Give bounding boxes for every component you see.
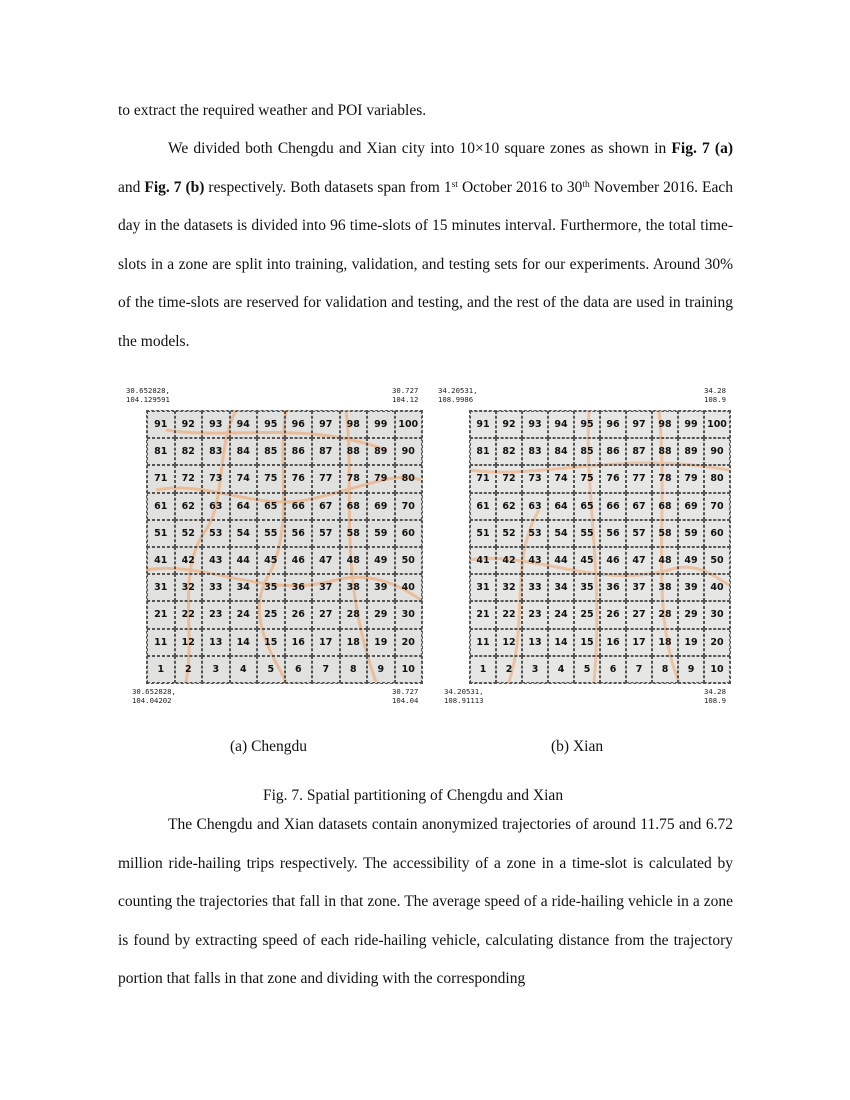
- chengdu-zone-cell: 90: [395, 438, 423, 465]
- xian-zone-cell: 95: [574, 411, 600, 438]
- chengdu-zone-cell: 12: [175, 629, 203, 656]
- xian-zone-cell: 25: [574, 601, 600, 628]
- xian-zone-cell: 2: [496, 656, 522, 683]
- xian-zone-cell: 9: [678, 656, 704, 683]
- xian-zone-cell: 10: [704, 656, 730, 683]
- chengdu-zone-cell: 25: [257, 601, 285, 628]
- chengdu-zone-cell: 74: [230, 465, 258, 492]
- chengdu-zone-cell: 48: [340, 547, 368, 574]
- xian-zone-cell: 69: [678, 493, 704, 520]
- chengdu-zone-cell: 60: [395, 520, 423, 547]
- chengdu-zone-cell: 89: [367, 438, 395, 465]
- xian-zone-cell: 93: [522, 411, 548, 438]
- xian-zone-cell: 62: [496, 493, 522, 520]
- chengdu-zone-cell: 34: [230, 574, 258, 601]
- chengdu-zone-cell: 99: [367, 411, 395, 438]
- chengdu-zone-cell: 17: [312, 629, 340, 656]
- coord-bottom-left: 34.20531, 108.91113: [444, 687, 484, 705]
- xian-zone-cell: 24: [548, 601, 574, 628]
- xian-zone-cell: 72: [496, 465, 522, 492]
- chengdu-zone-cell: 94: [230, 411, 258, 438]
- chengdu-zone-cell: 42: [175, 547, 203, 574]
- xian-zone-cell: 58: [652, 520, 678, 547]
- chengdu-zone-cell: 65: [257, 493, 285, 520]
- xian-zone-cell: 91: [470, 411, 496, 438]
- xian-zone-cell: 42: [496, 547, 522, 574]
- xian-zone-cell: 18: [652, 629, 678, 656]
- chengdu-zone-cell: 79: [367, 465, 395, 492]
- chengdu-zone-cell: 53: [202, 520, 230, 547]
- xian-zone-cell: 11: [470, 629, 496, 656]
- xian-zone-cell: 35: [574, 574, 600, 601]
- superscript: st: [451, 179, 458, 190]
- xian-zone-cell: 82: [496, 438, 522, 465]
- chengdu-zone-cell: 59: [367, 520, 395, 547]
- coord-bottom-left: 30.652828, 104.04202: [132, 687, 176, 705]
- xian-zone-cell: 92: [496, 411, 522, 438]
- xian-zone-cell: 48: [652, 547, 678, 574]
- text-run: We divided both Chengdu and Xian city into 10×10 square zones as shown in: [168, 140, 672, 157]
- xian-zone-cell: 14: [548, 629, 574, 656]
- xian-zone-cell: 37: [626, 574, 652, 601]
- chengdu-zone-cell: 52: [175, 520, 203, 547]
- fig-ref-bold: Fig. 7 (a): [671, 140, 733, 157]
- chengdu-zone-cell: 100: [395, 411, 423, 438]
- coord-bottom-right: 30.727 104.04: [392, 687, 419, 705]
- xian-zone-cell: 94: [548, 411, 574, 438]
- chengdu-zone-cell: 75: [257, 465, 285, 492]
- xian-zone-cell: 54: [548, 520, 574, 547]
- xian-zone-cell: 86: [600, 438, 626, 465]
- text-run: The Chengdu and Xian datasets contain anonymized trajectories of around 11.75 and 6.72 million ride-hailing trips respectively. The accessibility of a zone in a time-slot is calculated by counting the trajectories that fall in that zone. The average speed of a ride-hailing vehicle in a zone is found by extracting speed of each ride-hailing vehicle, calculating distance from the trajectory portion that falls in that zone and dividing with the corresponding: [118, 816, 733, 987]
- xian-zone-cell: 80: [704, 465, 730, 492]
- xian-zone-cell: 65: [574, 493, 600, 520]
- chengdu-zone-cell: 28: [340, 601, 368, 628]
- chengdu-zone-cell: 80: [395, 465, 423, 492]
- zone-grid-xian: [469, 410, 731, 684]
- map-panel-xian: [438, 383, 730, 713]
- chengdu-zone-cell: 76: [285, 465, 313, 492]
- xian-zone-cell: 60: [704, 520, 730, 547]
- xian-zone-cell: 76: [600, 465, 626, 492]
- xian-zone-cell: 40: [704, 574, 730, 601]
- chengdu-zone-cell: 64: [230, 493, 258, 520]
- xian-zone-cell: 67: [626, 493, 652, 520]
- xian-zone-cell: 13: [522, 629, 548, 656]
- chengdu-zone-cell: 87: [312, 438, 340, 465]
- chengdu-zone-cell: 47: [312, 547, 340, 574]
- xian-zone-cell: 55: [574, 520, 600, 547]
- chengdu-zone-cell: 96: [285, 411, 313, 438]
- chengdu-zone-cell: 8: [340, 656, 368, 683]
- chengdu-zone-cell: 61: [147, 493, 175, 520]
- chengdu-zone-cell: 2: [175, 656, 203, 683]
- chengdu-zone-cell: 41: [147, 547, 175, 574]
- chengdu-zone-cell: 4: [230, 656, 258, 683]
- xian-zone-cell: 63: [522, 493, 548, 520]
- xian-zone-cell: 15: [574, 629, 600, 656]
- xian-zone-cell: 32: [496, 574, 522, 601]
- xian-zone-cell: 98: [652, 411, 678, 438]
- chengdu-zone-cell: 46: [285, 547, 313, 574]
- xian-zone-cell: 16: [600, 629, 626, 656]
- xian-zone-cell: 96: [600, 411, 626, 438]
- chengdu-zone-cell: 54: [230, 520, 258, 547]
- chengdu-zone-cell: 40: [395, 574, 423, 601]
- chengdu-zone-cell: 20: [395, 629, 423, 656]
- xian-zone-cell: 85: [574, 438, 600, 465]
- chengdu-zone-cell: 63: [202, 493, 230, 520]
- chengdu-zone-cell: 93: [202, 411, 230, 438]
- xian-zone-cell: 64: [548, 493, 574, 520]
- xian-zone-cell: 88: [652, 438, 678, 465]
- xian-zone-cell: 34: [548, 574, 574, 601]
- chengdu-zone-cell: 24: [230, 601, 258, 628]
- xian-zone-cell: 21: [470, 601, 496, 628]
- zone-grid-chengdu: [146, 410, 423, 684]
- text-line: to extract the required weather and POI variables.: [118, 102, 427, 119]
- xian-zone-cell: 87: [626, 438, 652, 465]
- chengdu-zone-cell: 33: [202, 574, 230, 601]
- coord-top-left: 34.20531, 108.9986: [438, 386, 478, 404]
- chengdu-zone-cell: 72: [175, 465, 203, 492]
- chengdu-zone-cell: 92: [175, 411, 203, 438]
- xian-zone-cell: 59: [678, 520, 704, 547]
- superscript: th: [582, 179, 590, 190]
- xian-zone-cell: 36: [600, 574, 626, 601]
- chengdu-zone-cell: 18: [340, 629, 368, 656]
- xian-zone-cell: 8: [652, 656, 678, 683]
- chengdu-zone-cell: 9: [367, 656, 395, 683]
- xian-zone-cell: 22: [496, 601, 522, 628]
- xian-zone-cell: 56: [600, 520, 626, 547]
- text-run: respectively. Both datasets span from 1: [204, 178, 452, 196]
- xian-zone-cell: 23: [522, 601, 548, 628]
- chengdu-zone-cell: 83: [202, 438, 230, 465]
- xian-zone-cell: 97: [626, 411, 652, 438]
- chengdu-zone-cell: 71: [147, 465, 175, 492]
- xian-zone-cell: 53: [522, 520, 548, 547]
- xian-zone-cell: 33: [522, 574, 548, 601]
- xian-zone-cell: 89: [678, 438, 704, 465]
- xian-zone-cell: 49: [678, 547, 704, 574]
- subcaption-xian: (b) Xian: [551, 738, 604, 755]
- xian-zone-cell: 17: [626, 629, 652, 656]
- chengdu-zone-cell: 21: [147, 601, 175, 628]
- map-panel-chengdu: [120, 383, 430, 713]
- chengdu-zone-cell: 69: [367, 493, 395, 520]
- xian-zone-cell: 46: [600, 547, 626, 574]
- xian-zone-cell: 6: [600, 656, 626, 683]
- chengdu-zone-cell: 13: [202, 629, 230, 656]
- chengdu-zone-cell: 31: [147, 574, 175, 601]
- chengdu-zone-cell: 50: [395, 547, 423, 574]
- chengdu-zone-cell: 49: [367, 547, 395, 574]
- xian-zone-cell: 90: [704, 438, 730, 465]
- xian-zone-cell: 57: [626, 520, 652, 547]
- xian-zone-cell: 75: [574, 465, 600, 492]
- chengdu-zone-cell: 91: [147, 411, 175, 438]
- xian-zone-cell: 100: [704, 411, 730, 438]
- chengdu-zone-cell: 39: [367, 574, 395, 601]
- xian-zone-cell: 12: [496, 629, 522, 656]
- chengdu-zone-cell: 32: [175, 574, 203, 601]
- chengdu-zone-cell: 6: [285, 656, 313, 683]
- chengdu-zone-cell: 70: [395, 493, 423, 520]
- chengdu-zone-cell: 86: [285, 438, 313, 465]
- chengdu-zone-cell: 27: [312, 601, 340, 628]
- chengdu-zone-cell: 55: [257, 520, 285, 547]
- xian-zone-cell: 78: [652, 465, 678, 492]
- xian-zone-cell: 84: [548, 438, 574, 465]
- xian-zone-cell: 19: [678, 629, 704, 656]
- xian-zone-cell: 52: [496, 520, 522, 547]
- chengdu-zone-cell: 3: [202, 656, 230, 683]
- xian-zone-cell: 70: [704, 493, 730, 520]
- text-run: and: [118, 178, 145, 196]
- xian-zone-cell: 45: [574, 547, 600, 574]
- chengdu-zone-cell: 30: [395, 601, 423, 628]
- chengdu-zone-cell: 67: [312, 493, 340, 520]
- paragraph-intro-end: [118, 92, 733, 131]
- xian-zone-cell: 61: [470, 493, 496, 520]
- xian-zone-cell: 50: [704, 547, 730, 574]
- chengdu-zone-cell: 97: [312, 411, 340, 438]
- chengdu-zone-cell: 26: [285, 601, 313, 628]
- xian-zone-cell: 47: [626, 547, 652, 574]
- chengdu-zone-cell: 58: [340, 520, 368, 547]
- chengdu-zone-cell: 82: [175, 438, 203, 465]
- chengdu-zone-cell: 37: [312, 574, 340, 601]
- xian-zone-cell: 28: [652, 601, 678, 628]
- chengdu-zone-cell: 14: [230, 629, 258, 656]
- coord-bottom-right: 34.28 108.9: [704, 687, 726, 705]
- chengdu-zone-cell: 35: [257, 574, 285, 601]
- xian-zone-cell: 26: [600, 601, 626, 628]
- xian-zone-cell: 7: [626, 656, 652, 683]
- subcaption-chengdu: (a) Chengdu: [230, 738, 308, 755]
- chengdu-zone-cell: 95: [257, 411, 285, 438]
- xian-zone-cell: 4: [548, 656, 574, 683]
- xian-zone-cell: 68: [652, 493, 678, 520]
- xian-zone-cell: 77: [626, 465, 652, 492]
- chengdu-zone-cell: 66: [285, 493, 313, 520]
- coord-top-left: 30.652828, 104.129591: [126, 386, 170, 404]
- chengdu-zone-cell: 38: [340, 574, 368, 601]
- paragraph-zones: [118, 130, 733, 361]
- chengdu-zone-cell: 36: [285, 574, 313, 601]
- xian-zone-cell: 51: [470, 520, 496, 547]
- chengdu-zone-cell: 43: [202, 547, 230, 574]
- chengdu-zone-cell: 44: [230, 547, 258, 574]
- xian-zone-cell: 71: [470, 465, 496, 492]
- xian-zone-cell: 73: [522, 465, 548, 492]
- chengdu-zone-cell: 88: [340, 438, 368, 465]
- chengdu-zone-cell: 7: [312, 656, 340, 683]
- xian-zone-cell: 79: [678, 465, 704, 492]
- xian-zone-cell: 5: [574, 656, 600, 683]
- paragraph-datasets: [118, 806, 733, 999]
- chengdu-zone-cell: 84: [230, 438, 258, 465]
- chengdu-zone-cell: 85: [257, 438, 285, 465]
- xian-zone-cell: 41: [470, 547, 496, 574]
- chengdu-zone-cell: 73: [202, 465, 230, 492]
- chengdu-zone-cell: 78: [340, 465, 368, 492]
- chengdu-zone-cell: 29: [367, 601, 395, 628]
- chengdu-zone-cell: 57: [312, 520, 340, 547]
- xian-zone-cell: 1: [470, 656, 496, 683]
- chengdu-zone-cell: 77: [312, 465, 340, 492]
- xian-zone-cell: 38: [652, 574, 678, 601]
- text-run: October 2016 to 30: [457, 178, 583, 196]
- chengdu-zone-cell: 81: [147, 438, 175, 465]
- xian-zone-cell: 3: [522, 656, 548, 683]
- xian-zone-cell: 27: [626, 601, 652, 628]
- xian-zone-cell: 66: [600, 493, 626, 520]
- chengdu-zone-cell: 45: [257, 547, 285, 574]
- coord-top-right: 34.28 108.9: [704, 386, 726, 404]
- fig-ref-bold: Fig. 7 (b): [144, 178, 205, 196]
- xian-zone-cell: 74: [548, 465, 574, 492]
- chengdu-zone-cell: 62: [175, 493, 203, 520]
- chengdu-zone-cell: 5: [257, 656, 285, 683]
- xian-zone-cell: 39: [678, 574, 704, 601]
- chengdu-zone-cell: 19: [367, 629, 395, 656]
- chengdu-zone-cell: 22: [175, 601, 203, 628]
- xian-zone-cell: 83: [522, 438, 548, 465]
- chengdu-zone-cell: 10: [395, 656, 423, 683]
- xian-zone-cell: 44: [548, 547, 574, 574]
- xian-zone-cell: 43: [522, 547, 548, 574]
- chengdu-zone-cell: 51: [147, 520, 175, 547]
- chengdu-zone-cell: 68: [340, 493, 368, 520]
- chengdu-zone-cell: 15: [257, 629, 285, 656]
- figure-caption: Fig. 7. Spatial partitioning of Chengdu and Xian: [263, 787, 564, 804]
- xian-zone-cell: 99: [678, 411, 704, 438]
- coord-top-right: 30.727 104.12: [392, 386, 419, 404]
- chengdu-zone-cell: 23: [202, 601, 230, 628]
- chengdu-zone-cell: 16: [285, 629, 313, 656]
- chengdu-zone-cell: 98: [340, 411, 368, 438]
- chengdu-zone-cell: 11: [147, 629, 175, 656]
- chengdu-zone-cell: 1: [147, 656, 175, 683]
- xian-zone-cell: 20: [704, 629, 730, 656]
- xian-zone-cell: 29: [678, 601, 704, 628]
- chengdu-zone-cell: 56: [285, 520, 313, 547]
- text-run: November 2016. Each day in the datasets is divided into 96 time-slots of 15 minutes interval. Furthermore, the total time-slots in a zone are split into training, validation, and testing sets for our experiments. Around 30% of the time-slots are reserved for validation and testing, and the rest of the data are used in training the models.: [118, 178, 733, 350]
- xian-zone-cell: 81: [470, 438, 496, 465]
- xian-zone-cell: 30: [704, 601, 730, 628]
- xian-zone-cell: 31: [470, 574, 496, 601]
